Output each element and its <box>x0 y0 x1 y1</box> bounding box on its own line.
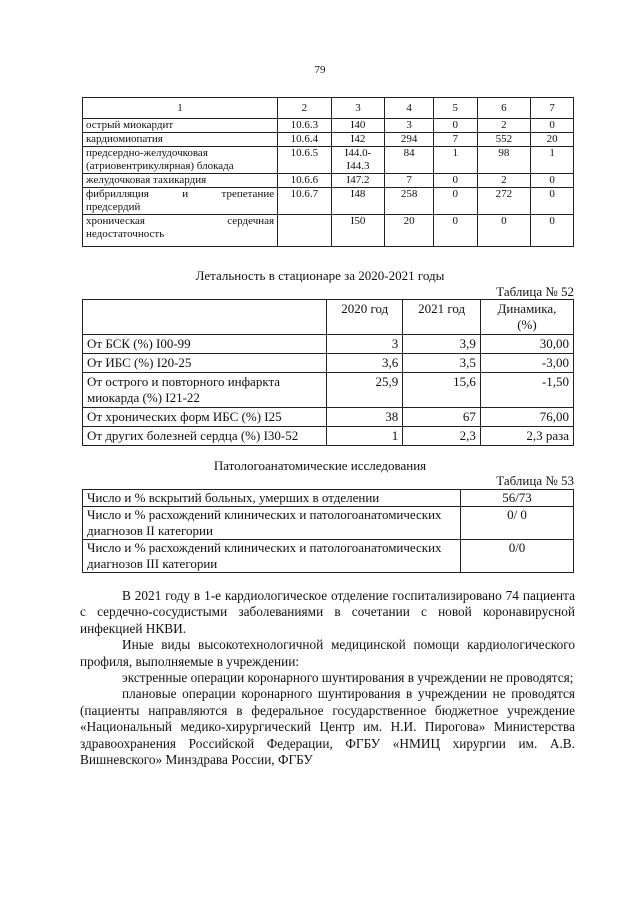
table-52-number: Таблица № 52 <box>496 284 574 299</box>
table-cell: 0/0 <box>461 540 574 573</box>
row-label: От острого и повторного инфаркта миокарда (%) I21-22 <box>83 373 327 408</box>
table-cell: 258 <box>385 188 434 215</box>
table-cell: 0 <box>433 119 477 133</box>
table-cell: 98 <box>477 147 531 174</box>
table-cell: 294 <box>385 133 434 147</box>
table-cell: -1,50 <box>480 373 573 408</box>
table-cell: 3 <box>385 119 434 133</box>
table-header-row <box>83 98 574 119</box>
table-cell: 56/73 <box>461 490 574 507</box>
table-cell: 0 <box>531 174 574 188</box>
table-row <box>83 119 574 133</box>
table-cell: 30,00 <box>480 335 573 354</box>
table-cell: I50 <box>331 215 385 247</box>
disease-name-line: желудочковая тахикардия <box>86 174 207 186</box>
pathology-table <box>82 489 574 573</box>
disease-name <box>83 215 278 247</box>
table-cell: 272 <box>477 188 531 215</box>
table-cell: 25,9 <box>327 373 403 408</box>
header-cell: 6 <box>477 98 531 119</box>
table-cell: 3 <box>327 335 403 354</box>
paragraph: В 2021 году в 1-е кардиологическое отделение госпитализировано 74 пациента с сердечно-сосудистыми заболеваниями в сочетании с новой коронавирусной инфекцией НКВИ. <box>80 588 575 636</box>
table-cell: 0 <box>477 215 531 247</box>
table-row <box>83 215 574 247</box>
table-row <box>83 188 574 215</box>
table-cell: 7 <box>385 174 434 188</box>
header-cell: 2020 год <box>327 300 403 335</box>
table-cell: 0 <box>531 188 574 215</box>
table-row <box>83 335 574 354</box>
table-row <box>83 427 574 446</box>
table-row <box>83 354 574 373</box>
table-cell: 2,3 <box>403 427 481 446</box>
paragraph: Иные виды высокотехнологичной медицинской помощи кардиологического профиля, выполняемые в учреждении: <box>80 637 575 669</box>
body-text <box>80 588 575 768</box>
table-cell: 10.6.3 <box>278 119 332 133</box>
table-row <box>83 490 574 507</box>
table-cell: 10.6.4 <box>278 133 332 147</box>
row-label: От БСК (%) I00-99 <box>83 335 327 354</box>
table-cell: I48 <box>331 188 385 215</box>
disease-name <box>83 119 278 133</box>
table-cell: 1 <box>327 427 403 446</box>
table-cell: 7 <box>433 133 477 147</box>
table-cell: 20 <box>531 133 574 147</box>
table-row <box>83 408 574 427</box>
page-number: 79 <box>314 64 326 76</box>
table-cell: I44.0- I44.3 <box>331 147 385 174</box>
header-cell: 3 <box>331 98 385 119</box>
table-row <box>83 147 574 174</box>
table-cell: 0 <box>433 215 477 247</box>
table-cell: -3,00 <box>480 354 573 373</box>
table-cell: 10.6.5 <box>278 147 332 174</box>
disease-name-line: кардиомиопатия <box>86 133 163 145</box>
table-cell: 3,5 <box>403 354 481 373</box>
disease-name <box>83 147 278 174</box>
paragraph: экстренные операции коронарного шунтирования в учреждении не проводятся; <box>122 670 574 686</box>
table-row <box>83 133 574 147</box>
table-cell: 0 <box>433 188 477 215</box>
table-row <box>83 174 574 188</box>
disease-name-line: хроническая сердечная <box>86 215 275 227</box>
table-cell: I42 <box>331 133 385 147</box>
disease-name-line: недостаточность <box>86 228 165 240</box>
table-cell <box>278 215 332 247</box>
table-cell: 10.6.6 <box>278 174 332 188</box>
disease-stats-table <box>82 97 574 247</box>
table-row <box>83 507 574 540</box>
header-cell <box>83 300 327 335</box>
header-cell: 5 <box>433 98 477 119</box>
table-cell: 76,00 <box>480 408 573 427</box>
header-cell: 4 <box>385 98 434 119</box>
header-cell: 2021 год <box>403 300 481 335</box>
table-cell: 0 <box>531 119 574 133</box>
disease-name-line: (атриовентрикулярная) блокада <box>86 160 234 172</box>
table-cell: 38 <box>327 408 403 427</box>
disease-name-line: предсердий <box>86 201 141 213</box>
row-label: Число и % расхождений клинических и патологоанатомических диагнозов II категории <box>83 507 461 540</box>
table-53-number: Таблица № 53 <box>496 473 574 488</box>
header-cell: Динамика, (%) <box>480 300 573 335</box>
table-cell: 0/ 0 <box>461 507 574 540</box>
table-cell: 0 <box>531 215 574 247</box>
disease-name <box>83 133 278 147</box>
header-cell: 1 <box>83 98 278 119</box>
header-cell: 7 <box>531 98 574 119</box>
row-label: От ИБС (%) I20-25 <box>83 354 327 373</box>
table-cell: I47.2 <box>331 174 385 188</box>
table-cell: 0 <box>433 174 477 188</box>
table-52-title: Летальность в стационаре за 2020-2021 годы <box>195 268 445 283</box>
disease-name <box>83 188 278 215</box>
table-cell: 3,9 <box>403 335 481 354</box>
table-cell: 84 <box>385 147 434 174</box>
row-label: От других болезней сердца (%) I30-52 <box>83 427 327 446</box>
table-cell: 15,6 <box>403 373 481 408</box>
table-cell: 1 <box>531 147 574 174</box>
row-label: Число и % расхождений клинических и патологоанатомических диагнозов III категории <box>83 540 461 573</box>
row-label: От хронических форм ИБС (%) I25 <box>83 408 327 427</box>
row-label: Число и % вскрытий больных, умерших в отделении <box>83 490 461 507</box>
header-cell: 2 <box>278 98 332 119</box>
table-cell: I40 <box>331 119 385 133</box>
table-header-row <box>83 300 574 335</box>
mortality-table <box>82 299 574 446</box>
table-cell: 2 <box>477 174 531 188</box>
table-cell: 67 <box>403 408 481 427</box>
table-53-title: Патологоанатомические исследования <box>213 458 427 473</box>
disease-name-line: фибрилляция и трепетание <box>86 188 275 200</box>
disease-name <box>83 174 278 188</box>
table-row <box>83 540 574 573</box>
table-cell: 552 <box>477 133 531 147</box>
disease-name-line: острый миокардит <box>86 119 174 131</box>
paragraph: плановые операции коронарного шунтирования в учреждении не проводятся (пациенты направляются в федеральное государственное бюджетное учреждение «Национальный медико-хирургический Центр им. Н.И. Пирогова» Министерства здравоохранения Российской Федерации, ФГБУ «НМИЦ хирургии им. А.В. Вишневского» Минздрава России, ФГБУ <box>80 686 575 768</box>
disease-name-line: предсердно-желудочковая <box>86 147 208 159</box>
table-cell: 2,3 раза <box>480 427 573 446</box>
table-cell: 1 <box>433 147 477 174</box>
table-cell: 10.6.7 <box>278 188 332 215</box>
table-row <box>83 373 574 408</box>
table-cell: 3,6 <box>327 354 403 373</box>
table-cell: 2 <box>477 119 531 133</box>
table-cell: 20 <box>385 215 434 247</box>
